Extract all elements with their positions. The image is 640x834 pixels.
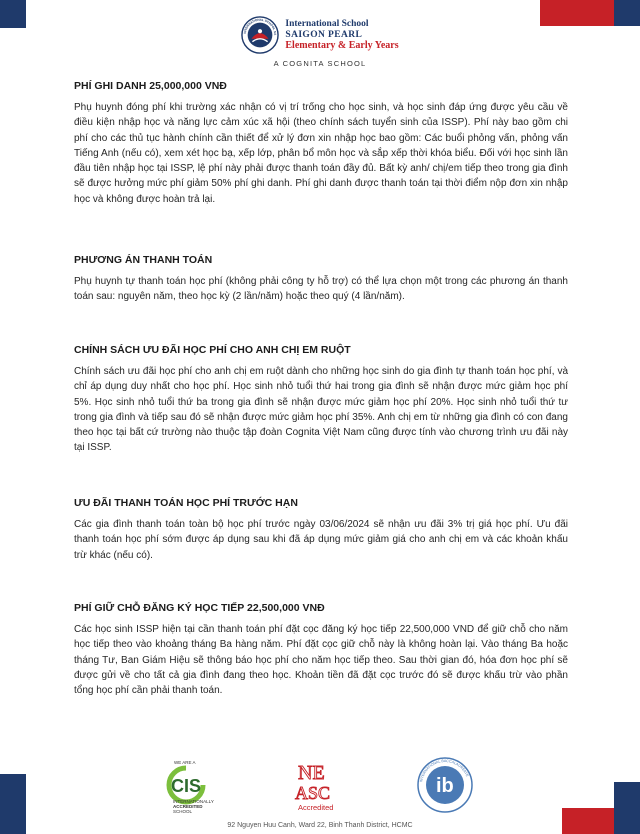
- school-name-line-2: SAIGON PEARL: [285, 29, 363, 40]
- section-body: Các học sinh ISSP hiện tại cần thanh toán phí đặt cọc đăng ký học tiếp 22,500,000 VND để giữ chỗ cho năm học tiếp theo vào khoảng tháng Ba hàng năm. Phí đặt cọc giữ chỗ này là không hoàn lại. Vào tháng Ba hoặc tháng Tư, Ban Giám Hiệu sẽ thông báo học phí cho năm học tiếp theo. Sau thời gian đó, hóa đơn học phí sẽ được gửi về cho tất cả gia đình đang theo học. Khoản tiền đã đặt cọc trước đó sẽ được khấu trừ vào phần tổng học phí cần phải thanh toán.: [74, 624, 568, 697]
- section-early-payment-discount: [74, 497, 568, 563]
- page-footer: [0, 755, 640, 834]
- cis-line-3: SCHOOL: [173, 809, 193, 814]
- school-levels: Elementary & Early Years: [285, 39, 399, 51]
- section-heading: ƯU ĐÃI THANH TOÁN HỌC PHÍ TRƯỚC HẠN: [74, 497, 298, 509]
- cis-accreditation-logo: [160, 755, 240, 815]
- section-heading: CHÍNH SÁCH ƯU ĐÃI HỌC PHÍ CHO ANH CHỊ EM RUỘT: [74, 344, 351, 356]
- neasc-logo-bottom: ASC: [295, 783, 331, 803]
- cis-top-text: WE ARE A: [174, 760, 196, 765]
- section-re-enrolment-deposit: [74, 602, 568, 698]
- cis-logo-text: CIS: [171, 776, 202, 796]
- page-header: [0, 16, 640, 68]
- section-heading: PHƯƠNG ÁN THANH TOÁN: [74, 254, 213, 266]
- ib-world-school-logo: [415, 755, 475, 815]
- school-logo: [0, 16, 640, 54]
- cis-line-1: INTERNATIONALLY: [173, 799, 214, 804]
- school-crest-icon: [241, 16, 279, 54]
- section-body: Phụ huynh tự thanh toán học phí (không phải công ty hỗ trợ) có thể lựa chọn một trong các phương án thanh toán sau: nguyên năm, theo học kỳ (2 lần/năm) hoặc theo quý (4 lần/năm).: [74, 276, 568, 303]
- accreditation-badges: [160, 755, 480, 815]
- ib-ring-text: INTERNATIONAL BACCALAUREATE: [419, 759, 470, 783]
- cognita-tagline: A COGNITA SCHOOL: [273, 59, 367, 68]
- section-heading: PHÍ GHI DANH 25,000,000 VNĐ: [74, 80, 227, 92]
- cis-line-2: ACCREDITED: [173, 804, 203, 809]
- section-heading: PHÍ GIỮ CHỖ ĐĂNG KÝ HỌC TIẾP 22,500,000 VNĐ: [74, 602, 325, 614]
- neasc-logo-top: NE: [298, 762, 325, 784]
- section-body: Phụ huynh đóng phí khi trường xác nhận có vị trí trống cho học sinh, và học sinh đáp ứng được yêu cầu về điều kiện nhập học và năng lực cảm xúc xã hội (theo chính sách tuyển sinh của ISSP). Phí này bao gồm chi phí cho các thủ tục hành chính cần thiết để xử lý đơn xin nhập học bao gồm: Các buổi phỏng vấn, phỏng vấn Tiếng Anh (nếu có), xem xét học bạ, xếp lớp, phân bổ môn học và sắp xếp thời khóa biểu. Đối với học sinh lần đầu tiên nhập học tại ISSP, lệ phí này phải được thanh toán đầy đủ. Bất kỳ anh/ chị/em tiếp theo trong gia đình sẽ được hưởng mức phí giảm 50% phí ghi danh. Phí ghi danh được thanh toán tại thời điểm nộp đơn xin nhập học và không được hoàn trả lại.: [74, 102, 568, 205]
- section-sibling-discount: [74, 344, 568, 456]
- section-application-fee: [74, 80, 568, 207]
- section-body: Các gia đình thanh toán toàn bộ học phí trước ngày 03/06/2024 sẽ nhận ưu đãi 3% trị giá học phí. Ưu đãi thanh toán học phí sớm được áp dụng sau khi đã áp dụng mức giảm giá cho anh chị em và các khoản khấu trừ khác (nếu có).: [74, 519, 568, 561]
- crest-ring-text: INTERNATIONAL SCHOOL SA: [243, 17, 278, 36]
- ib-logo-text: ib: [436, 775, 454, 797]
- school-address: 92 Nguyen Huu Canh, Ward 22, Binh Thanh District, HCMC: [227, 822, 413, 829]
- neasc-accredited-label: Accredited: [298, 803, 334, 812]
- section-body: Chính sách ưu đãi học phí cho anh chị em ruột dành cho những học sinh do gia đình tự thanh toán học phí, và chỉ áp dụng duy nhất cho học phí. Học sinh nhỏ tuổi thứ hai trong gia đình sẽ nhận được mức giảm học phí 5%. Học sinh nhỏ tuổi thứ ba trong gia đình sẽ nhận được mức giảm học phí 20%. Học sinh nhỏ tuổi thứ tư trong gia đình và tiếp sau đó sẽ nhận được mức giảm học phí 35%. Anh chị em từ những gia đình có con đang theo học tại bất cứ trường nào thuộc tập đoàn Cognita Việt Nam cũng được tính vào chương trình ưu đãi này tại ISSP.: [74, 366, 568, 454]
- neasc-accreditation-logo: [290, 755, 350, 815]
- section-payment-options: [74, 254, 568, 305]
- school-name: International School: [285, 19, 369, 30]
